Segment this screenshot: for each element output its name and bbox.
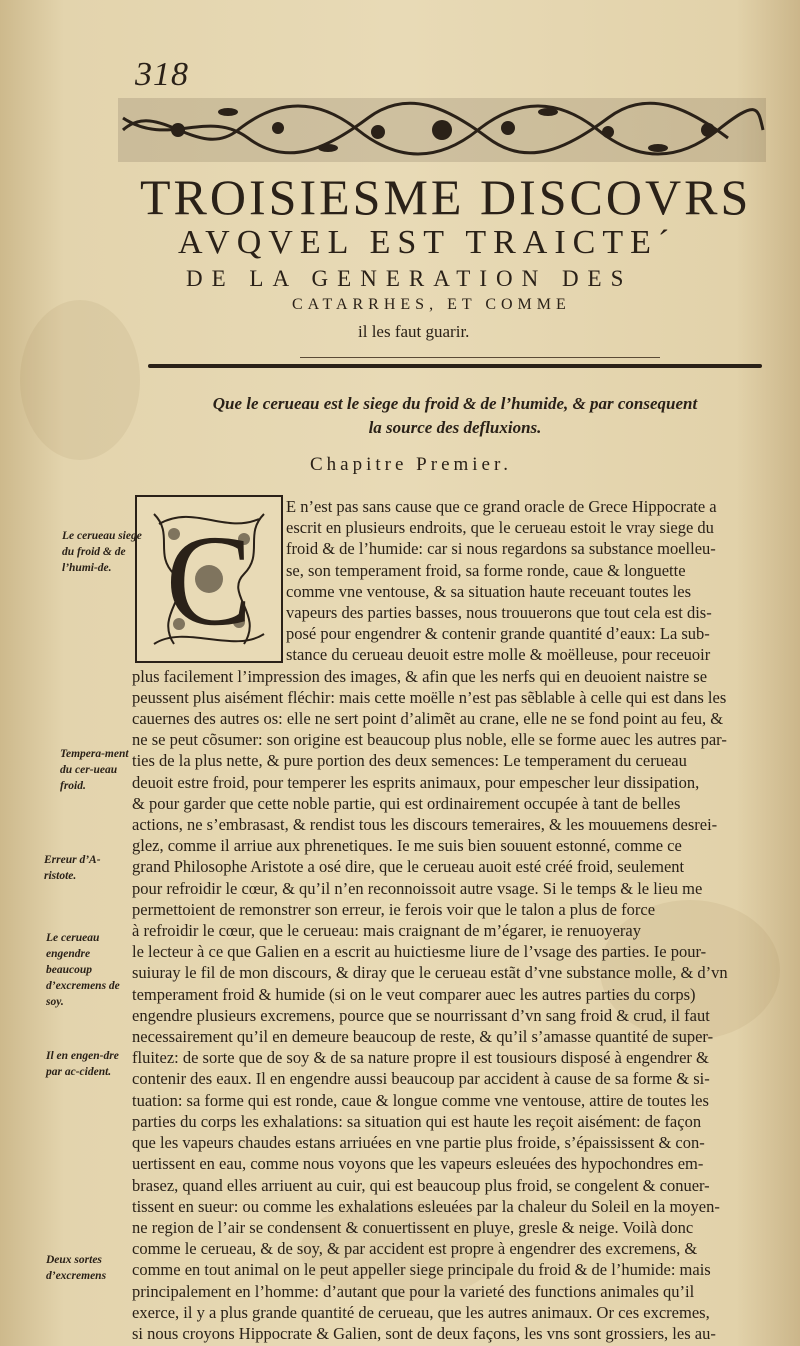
text-line: tuation: sa forme qui est ronde, caue & longue comme vne ventouse, attire de toutes les (132, 1090, 709, 1110)
text-line: stance du cerueau deuoit estre molle & moëlleuse, pour receuoir (286, 645, 711, 665)
ornamental-headpiece (118, 98, 766, 162)
text-line: actions, ne s’embrasast, & rendist tous les discours temeraires, & les mouuemens desrei- (132, 815, 718, 835)
text-line: parties du corps les exhalations: sa situation qui est haute les reçoit aisément: de façon (132, 1111, 702, 1131)
margin-note: Deux sortes d’excremens (46, 1254, 107, 1282)
thin-rule (300, 357, 660, 358)
margin-note: Il en engen-dre par ac-cident. (46, 1050, 119, 1078)
text-line: vapeurs des parties basses, nous trouuerons que tout cela est dis- (286, 603, 712, 623)
text-line: E n’est pas sans cause que ce grand oracle de Grece Hippocrate a (286, 497, 717, 516)
text-line: peussent plus aisément fléchir: mais cette moëlle n’est pas sẽblable à celle qui est dans les (132, 687, 727, 707)
heavy-rule (148, 364, 762, 368)
margin-note: Tempera-ment du cer-ueau froid. (60, 748, 129, 792)
text-line: suiuray le fil de mon discours, & diray que le cerueau estãt d’vne substance molle, & d’vn (132, 963, 728, 983)
text-line: & pour garder que cette noble partie, qui est ordinairement occupée à tant de belles (132, 793, 681, 813)
title-line-2: AVQVEL EST TRAICTE´ (178, 224, 677, 261)
margin-note: Erreur d’A-ristote. (44, 854, 101, 882)
text-line: deuoit estre froid, pour temperer les esprits animaux, pour empescher leur dissipation, (132, 772, 700, 792)
text-line: uertissent en eau, comme nous voyons que les vapeurs esleuées des hypochondres em- (132, 1154, 704, 1174)
text-line: se, son temperament froid, sa forme ronde, caue & longuette (286, 560, 686, 580)
text-line: comme vne ventouse, & sa situation haute receuant toutes les (286, 581, 692, 601)
text-line: froid & de l’humide: car si nous regardons sa substance moelleu- (286, 539, 716, 559)
title-line-3: DE LA GENERATION DES (186, 266, 633, 291)
text-line: cauernes des autres os: elle ne sert point d’alimẽt au crane, elle ne se fond point au feu, & (132, 709, 724, 729)
text-line: ne region de l’air se condensent & conuertissent en pluye, gresle & neige. Voilà donc (132, 1217, 694, 1237)
text-line: plus facilement l’impression des images, & afin que les nerfs qui en deuoient naistre se (132, 666, 708, 686)
text-line: que les vapeurs chaudes estans arriuées en vne partie plus froide, s’épaississent & con- (132, 1133, 705, 1153)
text-line: engendre plusieurs excremens, pource que se nourrissant d’vn sang froid & crud, il faut (132, 1005, 710, 1025)
title-line-4: CATARRHES, ET COMME (292, 296, 571, 313)
text-line: glez, comme il arriue aux phrenetiques. Ie me suis bien souuent estonné, comme ce (132, 836, 682, 856)
svg-text:C: C (165, 509, 253, 653)
text-line: temperament froid & humide (si on le veut comparer auec les autres parties du corps) (132, 984, 696, 1004)
text-line: grand Philosophe Aristote a osé dire, que le cerueau auoit esté créé froid, seulement (132, 857, 685, 877)
chapter-subtitle (170, 392, 740, 440)
text-line: principalement en l’homme: d’autant que pour la varieté des functions animales qu’il (132, 1281, 695, 1301)
subtitle-line-1: Que le cerueau est le siege du froid & de l’humide, & par consequent (212, 394, 698, 413)
chapter-heading: Chapitre Premier. (310, 454, 513, 475)
text-line: escrit en plusieurs endroits, que le cerueau estoit le vray siege du (286, 518, 714, 538)
text-line: si nous croyons Hippocrate & Galien, sont de deux façons, les vns sont grossiers, les au- (132, 1323, 716, 1343)
body-text (118, 496, 766, 1344)
text-line: exerce, il y a plus grande quantité de cerueau, que les autres animaux. Or ces excremes, (132, 1302, 710, 1322)
text-line: brasez, quand elles arriuent au cuir, qui est beaucoup plus froid, se congelent & conuer- (132, 1175, 710, 1195)
text-line: permettoient de remonstrer son erreur, ie ferois voir que le talon a plus de force (132, 899, 656, 919)
discourse-title: TROISIESME DISCOVRS (140, 169, 752, 225)
text-line: tissent en sueur: ou comme les exhalations esleuées par la chaleur du Soleil en la moyen- (132, 1196, 720, 1216)
text-line: ne se peut cõsumer: son origine est beaucoup plus noble, elle se forme auec les autres par- (132, 730, 727, 750)
text-line: fluitez: de sorte que de soy & de sa nature propre il est tousiours disposé à engendrer & (132, 1048, 709, 1068)
text-line: à refroidir le cœur, que le cerueau: mais craignant de m’égarer, ie renuoyeray (132, 921, 641, 941)
title-line-5: il les faut guarir. (358, 322, 470, 341)
margin-note: Le cerueau engendre beaucoup d’excremens de soy. (46, 932, 120, 1008)
margin-note: Le cerueau siege du froid & de l’humi-de. (62, 530, 142, 574)
text-line: necessairement qu’il en demeure beaucoup de reste, & qu’il s’amasse quantité de super- (132, 1027, 714, 1047)
subtitle-line-2: la source des defluxions. (368, 418, 542, 437)
text-line: ties de la plus nette, & pure portion des deux semences: Le temperament du cerueau (132, 751, 687, 771)
text-line: comme le cerueau, & de soy, & par accident est propre à engendrer des excremens, & (132, 1239, 698, 1259)
text-line: pour refroidir le cœur, & qu’il n’en reconnoissoit autre vsage. Si le temps & le lieu me (132, 878, 703, 898)
text-line: comme en tout animal on le peut appeller siege principale du froid & de l’humide: mais (132, 1260, 711, 1280)
text-line: le lecteur à ce que Galien en a escrit au huictiesme liure de l’vsage des parties. Ie pour- (132, 942, 707, 962)
text-line: contenir des eaux. Il en engendre aussi beaucoup par accident à cause de sa forme & si- (132, 1069, 710, 1089)
text-line: posé pour engendrer & contenir grande quantité d’eaux: La sub- (286, 624, 710, 644)
page-number: 318 (135, 56, 189, 93)
